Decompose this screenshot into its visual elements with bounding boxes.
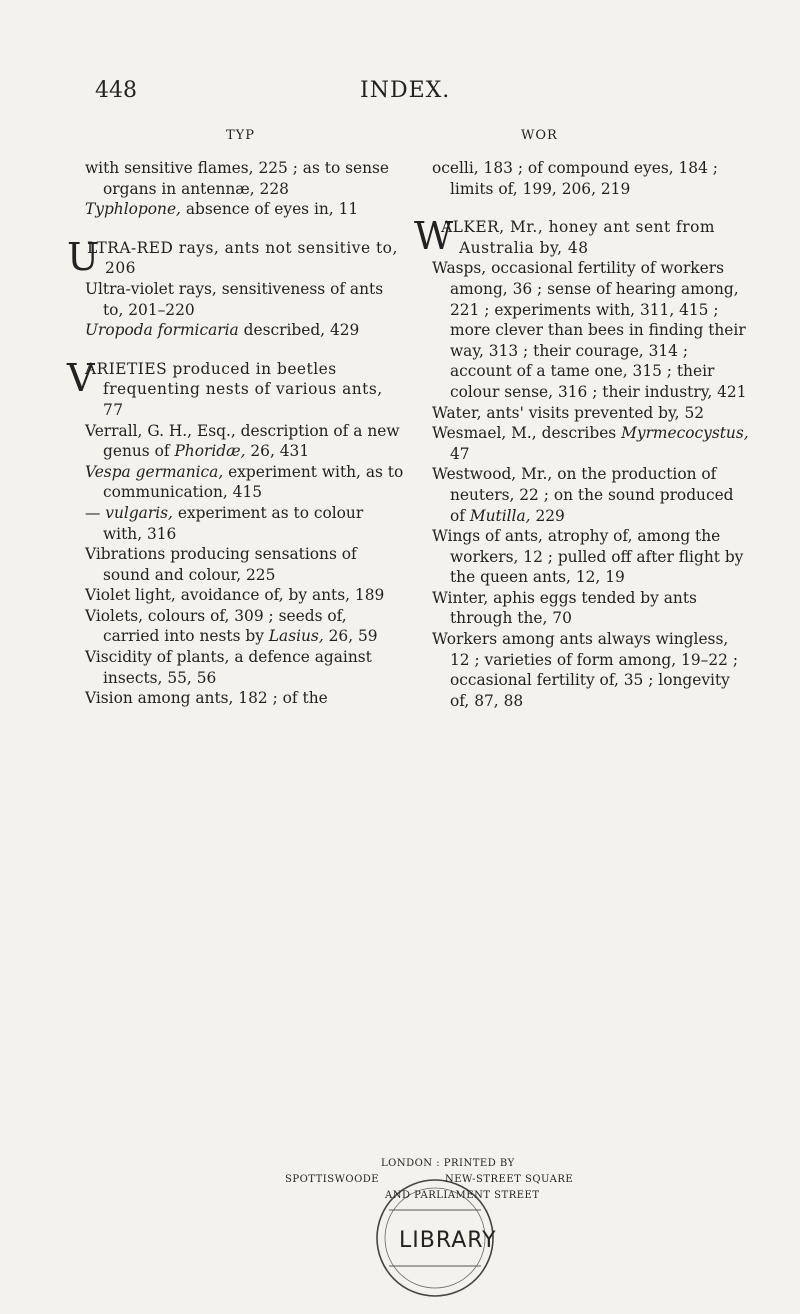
t-entries [85, 158, 405, 220]
entry-italic: Mutilla, [469, 506, 531, 525]
v-entries [85, 421, 405, 709]
index-column-left [67, 158, 405, 709]
index-entry [432, 423, 752, 464]
index-entry [85, 544, 405, 585]
entry-italic: Vespa germanica, [85, 462, 224, 481]
index-entry [432, 588, 752, 629]
drop-cap-u: U [67, 234, 100, 279]
entry-italic: Phoridæ, [174, 442, 246, 461]
entry-italic: Uropoda formicaria [85, 321, 239, 340]
entry-text: 26, 59 [323, 627, 378, 646]
entry-text: ARIETIES produced in beetles frequenting nests of various ants, 77 [85, 359, 383, 419]
guide-word-left: TYP [226, 128, 255, 143]
entry-text: Violets, colours of, 309 ; seeds of, carried into nests by [85, 606, 347, 646]
index-entry [85, 158, 405, 199]
entry-text: Workers among ants always wingless, 12 ; varieties of form among, 19–22 ; occasional fertility of, 35 ; longevity of, 87, 88 [432, 630, 739, 710]
entry-text: Viscidity of plants, a defence against insects, 55, 56 [85, 648, 372, 687]
library-stamp [285, 1158, 575, 1308]
entry-italic: Lasius, [268, 627, 324, 646]
entry-text: Wings of ants, atrophy of, among the workers, 12 ; pulled off after flight by the queen ants, 12, 19 [432, 527, 744, 587]
u-entries [85, 279, 405, 341]
index-entry [85, 503, 405, 544]
entry-text: described, 429 [238, 321, 360, 340]
stamp-parliament: AND PARLIAMENT STREET [385, 1190, 540, 1201]
entry-text: ocelli, 183 ; of compound eyes, 184 ; limits of, 199, 206, 219 [432, 159, 718, 198]
entry-text: LTRA-RED rays, ants not sensitive to, 206 [87, 238, 398, 278]
entry-text: 26, 431 [245, 442, 310, 461]
entry-text: ALKER, Mr., honey ant sent from Australia by, 48 [441, 218, 715, 257]
entry-text: Wesmael, M., describes [432, 424, 622, 443]
index-entry [85, 421, 405, 462]
index-entry [432, 629, 752, 711]
index-entry [85, 688, 405, 709]
entry-text: experiment with, as to communication, 415 [103, 462, 404, 502]
index-entry [432, 403, 752, 424]
entry-text: Violet light, avoidance of, by ants, 189 [85, 586, 385, 605]
entry-text: absence of eyes in, 11 [180, 200, 359, 219]
stamp-library-label: LIBRARY [399, 1228, 497, 1253]
drop-cap-w: W [414, 214, 454, 259]
index-entry [432, 526, 752, 588]
index-entry [85, 606, 405, 647]
entry-text: Westwood, Mr., on the production of neuters, 22 ; on the sound produced of [432, 465, 734, 525]
entry-text: — [85, 503, 106, 522]
o-entries [432, 158, 752, 199]
index-entry [85, 462, 405, 503]
index-entry [85, 199, 405, 220]
index-entry [85, 320, 405, 341]
page-number: 448 [95, 78, 137, 103]
stamp-street: NEW-STREET SQUARE [445, 1174, 574, 1185]
entry-text: Ultra-violet rays, sensitiveness of ants to, 201–220 [85, 279, 384, 319]
entry-italic: Myrmecocystus, [621, 424, 749, 443]
entry-text: Verrall, G. H., Esq., description of a new genus of [85, 421, 400, 461]
drop-cap-v: V [67, 355, 95, 400]
index-entry [432, 464, 752, 526]
entry-text: Vision among ants, 182 ; of the [85, 689, 328, 708]
index-entry [432, 258, 752, 402]
entry-text: Vibrations producing sensations of sound and colour, 225 [85, 545, 357, 584]
index-entry-ultra-red [67, 234, 405, 279]
entry-text: experiment as to colour with, 316 [103, 503, 364, 543]
guide-word-right: WOR [521, 128, 558, 143]
stamp-printer-line: LONDON : PRINTED BY [381, 1158, 515, 1169]
w-entries [432, 258, 752, 711]
entry-italic: Typhlopone, [85, 200, 181, 219]
entry-text: Water, ants' visits prevented by, 52 [432, 403, 705, 422]
entry-italic: vulgaris, [105, 503, 173, 522]
index-entry-varieties [67, 355, 405, 421]
entry-text: Wasps, occasional fertility of workers among, 36 ; sense of hearing among, 221 ; experiments with, 311, 415 ; more clever than bees in finding their way, 313 ; their courage, 314 ; account of a tame one, 315 ; their colour sense, 316 ; their industry, 421 [432, 259, 747, 401]
stamp-printer-name: SPOTTISWOODE [285, 1174, 380, 1185]
index-entry [85, 585, 405, 606]
entry-text: with sensitive flames, 225 ; as to sense organs in antennæ, 228 [85, 159, 390, 198]
index-entry [432, 158, 752, 199]
index-column-right [414, 158, 752, 711]
entry-text: 229 [530, 506, 565, 525]
running-head: INDEX. [360, 78, 451, 103]
index-entry [85, 279, 405, 320]
index-entry-walker [414, 214, 752, 259]
entry-text: 47 [450, 444, 470, 463]
index-entry [85, 647, 405, 688]
entry-text: Winter, aphis eggs tended by ants through the, 70 [432, 588, 697, 628]
